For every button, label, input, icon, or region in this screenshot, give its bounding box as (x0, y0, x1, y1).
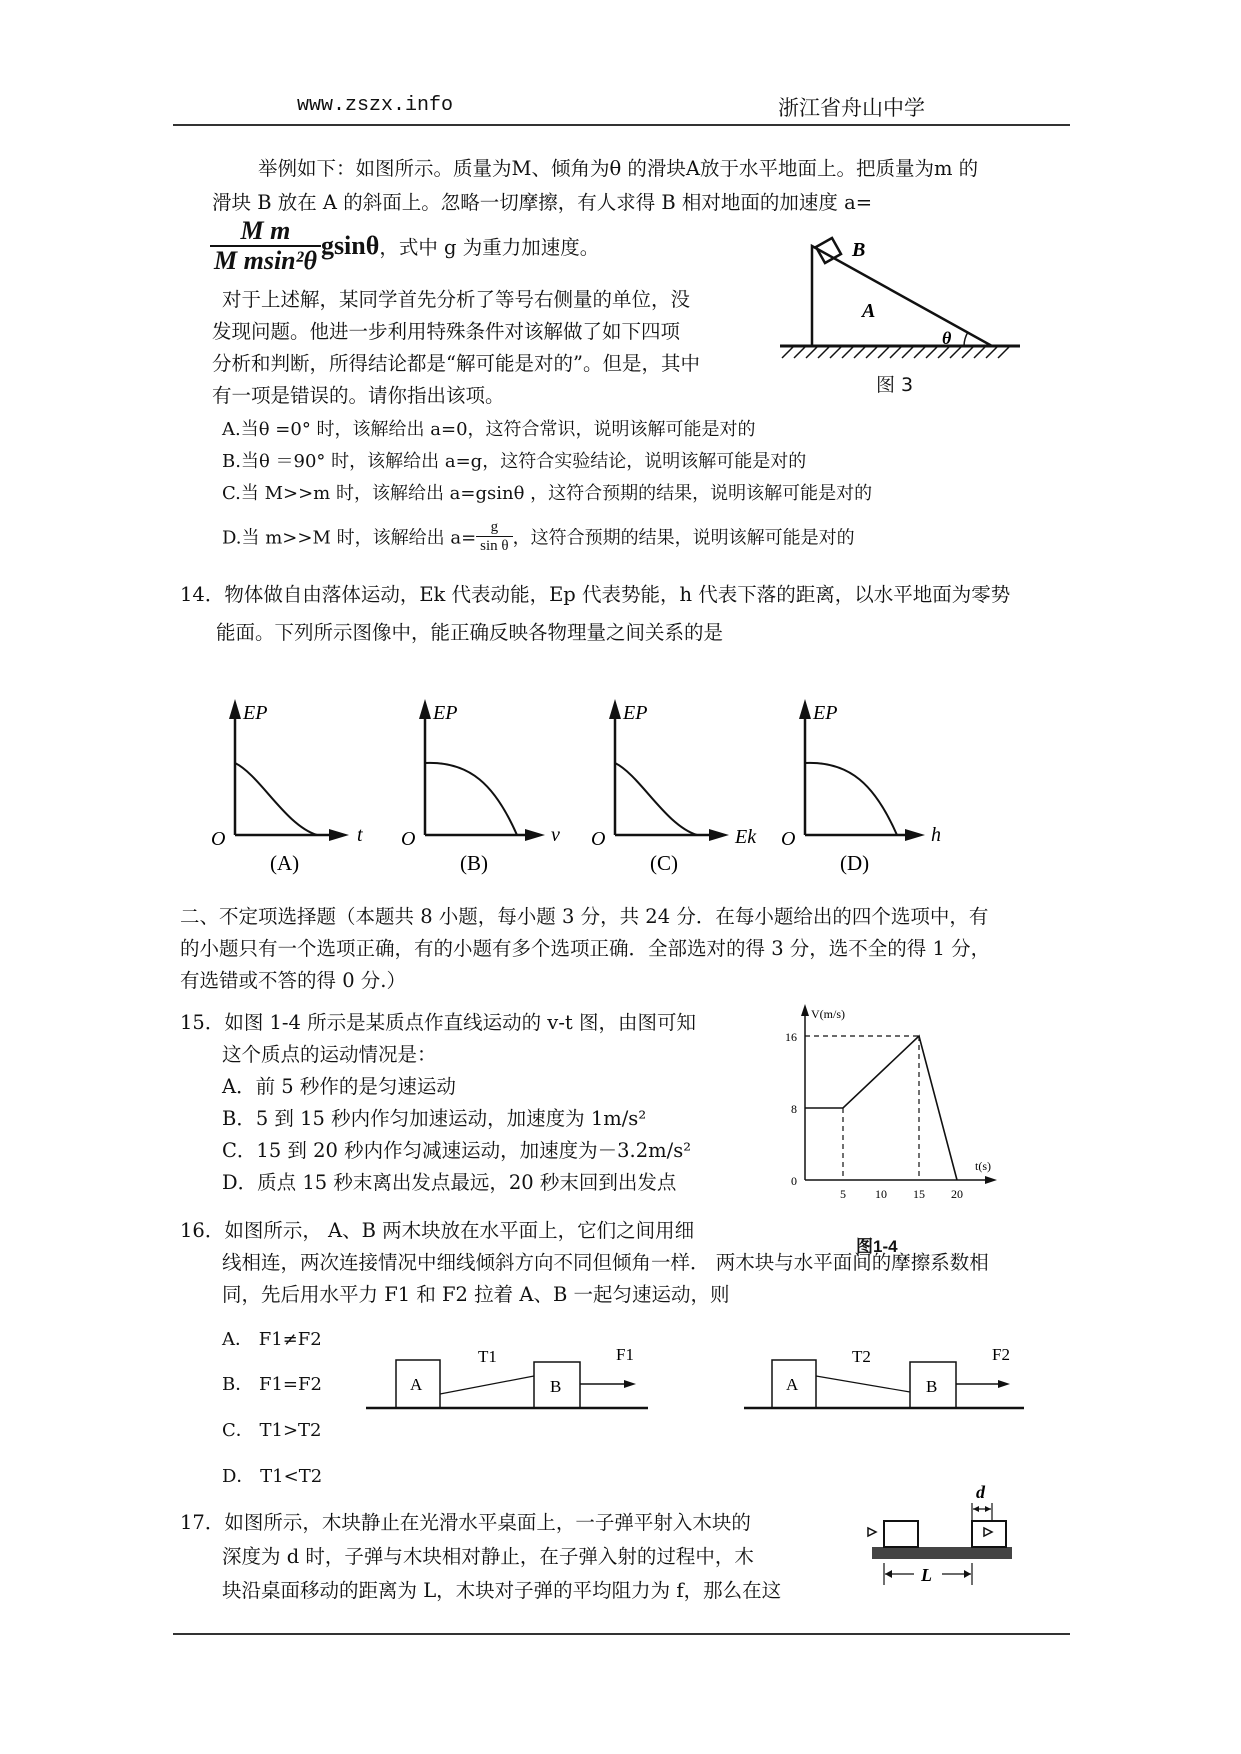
vt-y-arrow (801, 1004, 809, 1016)
q13-para-line4: 有一项是错误的。请你指出该项。 (212, 384, 505, 407)
q16-option-c: C． T1>T2 (222, 1420, 322, 1441)
q13-option-a: A.当θ =0° 时，该解给出 a=0，这符合常识，说明该解可能是对的 (222, 419, 756, 440)
q13-option-d (222, 518, 855, 555)
q13-figure-caption: 图 3 (876, 374, 914, 396)
vt-y-tick-label: 16 (785, 1030, 797, 1044)
section2-line3: 有选错或不答的得 0 分.） (180, 969, 407, 992)
q14-line1: 14．物体做自由落体运动，Ek 代表动能，Ep 代表势能，h 代表下落的距离，以水平地面为零势 (180, 583, 1011, 606)
graph-c-xlabel: Ek (735, 826, 757, 848)
q16-option-d: D． T1<T2 (222, 1466, 323, 1487)
graph-d-origin: O (781, 828, 796, 850)
q15-option-a: A．前 5 秒作的是匀速运动 (222, 1075, 456, 1098)
table-surface (872, 1547, 1012, 1559)
q13-option-b: B.当θ ＝90° 时，该解给出 a=g，这符合实验结论，说明该解可能是对的 (222, 451, 807, 472)
fig1-label-a: A (410, 1375, 423, 1394)
q16-figure-2 (738, 1340, 1028, 1420)
q13-option-d-fraction (476, 518, 512, 555)
footer-rule (173, 1633, 1070, 1635)
graph-a-xlabel: t (357, 824, 363, 846)
vt-xlabel: t(s) (975, 1159, 991, 1173)
q13-para-line3: 分析和判断，所得结论都是“解可能是对的”。但是，其中 (212, 352, 700, 375)
fig1-label-force: F1 (616, 1345, 634, 1364)
header-rule (173, 124, 1070, 126)
q13-incline-figure (770, 232, 1030, 392)
vt-series-line (805, 1036, 957, 1180)
q13-para-line1: 对于上述解，某同学首先分析了等号右侧量的单位，没 (222, 288, 691, 311)
graph-a-caption: (A) (270, 851, 300, 875)
header-school: 浙江省舟山中学 (778, 96, 925, 120)
q13-formula-numerator: M m (210, 217, 321, 247)
section2-line1: 二、不定项选择题（本题共 8 小题，每小题 3 分，共 24 分．在每小题给出的四个选项中，有 (180, 905, 989, 928)
q15-line2: 这个质点的运动情况是： (222, 1043, 437, 1066)
q14-graph-c (585, 695, 770, 875)
label-block-b: B (852, 239, 866, 261)
fig2-label-force: F2 (992, 1345, 1010, 1364)
graph-d-xlabel: h (931, 824, 941, 846)
q16-option-b: B． F1=F2 (222, 1374, 322, 1395)
q15-option-d: D．质点 15 秒末离出发点最远，20 秒末回到出发点 (222, 1171, 677, 1194)
q13-formula (210, 217, 599, 275)
graph-c-caption: (C) (650, 851, 678, 875)
graph-b-xlabel: v (551, 824, 560, 846)
label-wedge-a: A (862, 300, 876, 322)
vt-x-tick-label: 10 (875, 1187, 887, 1201)
header-site: www.zszx.info (297, 94, 454, 117)
label-distance: L (921, 1565, 932, 1585)
q13-formula-fraction (210, 217, 321, 275)
q13-para-line2: 发现问题。他进一步利用特殊条件对该解做了如下四项 (212, 320, 681, 343)
fig1-label-b: B (550, 1377, 562, 1396)
q17-figure (860, 1485, 1020, 1615)
block-initial (884, 1521, 918, 1547)
graph-d-caption: (D) (840, 851, 870, 875)
q16-option-a: A． F1≠F2 (222, 1329, 322, 1350)
q13-intro-line2: 滑块 B 放在 A 的斜面上。忽略一切摩擦，有人求得 B 相对地面的加速度 a= (212, 191, 873, 214)
q17-line3: 块沿桌面移动的距离为 L，木块对子弹的平均阻力为 f，那么在这 (222, 1579, 782, 1602)
q15-option-c: C．15 到 20 秒内作匀减速运动，加速度为－3.2m/s² (222, 1139, 692, 1162)
q16-line3: 同，先后用水平力 F1 和 F2 拉着 A、B 一起匀速运动，则 (222, 1283, 730, 1306)
q14-graph-d (775, 695, 950, 875)
graph-b-origin: O (401, 828, 416, 850)
label-angle: θ (942, 328, 952, 348)
wedge-a (812, 246, 992, 346)
q13-option-d-pre: D.当 m>>M 时，该解给出 a= (222, 527, 477, 549)
q13-option-d-num: g (476, 518, 512, 537)
q13-formula-note: ，式中 g 为重力加速度。 (379, 236, 600, 259)
graph-c-origin: O (591, 828, 606, 850)
q14-graph-b (395, 695, 570, 875)
q17-line1: 17．如图所示，木块静止在光滑水平桌面上，一子弹平射入木块的 (180, 1511, 751, 1534)
fig1-string (440, 1376, 534, 1394)
q13-option-d-den: sin θ (480, 538, 509, 554)
graph-c-ylabel: EP (623, 702, 648, 724)
q16-line1: 16．如图所示， A、B 两木块放在水平面上，它们之间用细 (180, 1219, 695, 1242)
vt-x-tick-label: 5 (840, 1187, 846, 1201)
graph-d-ylabel: EP (813, 702, 838, 724)
q14-line2: 能面。下列所示图像中，能正确反映各物理量之间关系的是 (216, 621, 724, 644)
bullet-final (984, 1528, 992, 1536)
fig1-label-tension: T1 (478, 1347, 497, 1366)
section2-line2: 的小题只有一个选项正确，有的小题有多个选项正确．全部选对的得 3 分，选不全的得 1 分， (180, 937, 991, 960)
vt-x-tick-label: 20 (951, 1187, 963, 1201)
graph-b-ylabel: EP (433, 702, 458, 724)
fig2-string (816, 1376, 910, 1392)
q13-option-d-post: ，这符合预期的结果，说明该解可能是对的 (512, 527, 855, 549)
q15-chart-caption: 图1-4 (856, 1237, 898, 1256)
vt-x-tick-label: 15 (913, 1187, 925, 1201)
graph-a-ylabel: EP (243, 702, 268, 724)
q13-intro-line1: 举例如下：如图所示。质量为M、倾角为θ 的滑块A放于水平地面上。把质量为m 的 (258, 157, 979, 180)
vt-x-arrow (985, 1176, 997, 1184)
graph-b-caption: (B) (460, 851, 488, 875)
q17-line2: 深度为 d 时，子弹与木块相对静止，在子弹入射的过程中，木 (222, 1545, 754, 1568)
fig2-label-tension: T2 (852, 1347, 871, 1366)
q16-figure-1 (360, 1340, 660, 1420)
q13-formula-denominator: M msin²θ (214, 246, 317, 275)
q15-vt-chart (775, 1000, 1015, 1230)
q13-formula-tail: gsinθ (320, 231, 380, 260)
vt-y-tick-label: 8 (791, 1102, 797, 1116)
graph-a-origin: O (211, 828, 226, 850)
ground-hatching (782, 346, 1010, 358)
q13-option-c: C.当 M>>m 时，该解给出 a=gsinθ ，这符合预期的结果，说明该解可能是对的 (222, 483, 873, 504)
fig2-label-b: B (926, 1377, 938, 1396)
q16-line2: 线相连，两次连接情况中细线倾斜方向不同但倾角一样． 两木块与水平面间的摩擦系数相 (222, 1251, 989, 1274)
fig2-label-a: A (786, 1375, 799, 1394)
vt-ylabel: V(m/s) (811, 1007, 845, 1021)
q14-graph-a (205, 695, 380, 875)
bullet-initial (868, 1528, 876, 1536)
label-depth: d (976, 1485, 985, 1502)
q15-line1: 15．如图 1-4 所示是某质点作直线运动的 v-t 图，由图可知 (180, 1011, 696, 1034)
vt-y-tick-label: 0 (791, 1174, 797, 1188)
q15-option-b: B．5 到 15 秒内作匀加速运动，加速度为 1m/s² (222, 1107, 647, 1130)
